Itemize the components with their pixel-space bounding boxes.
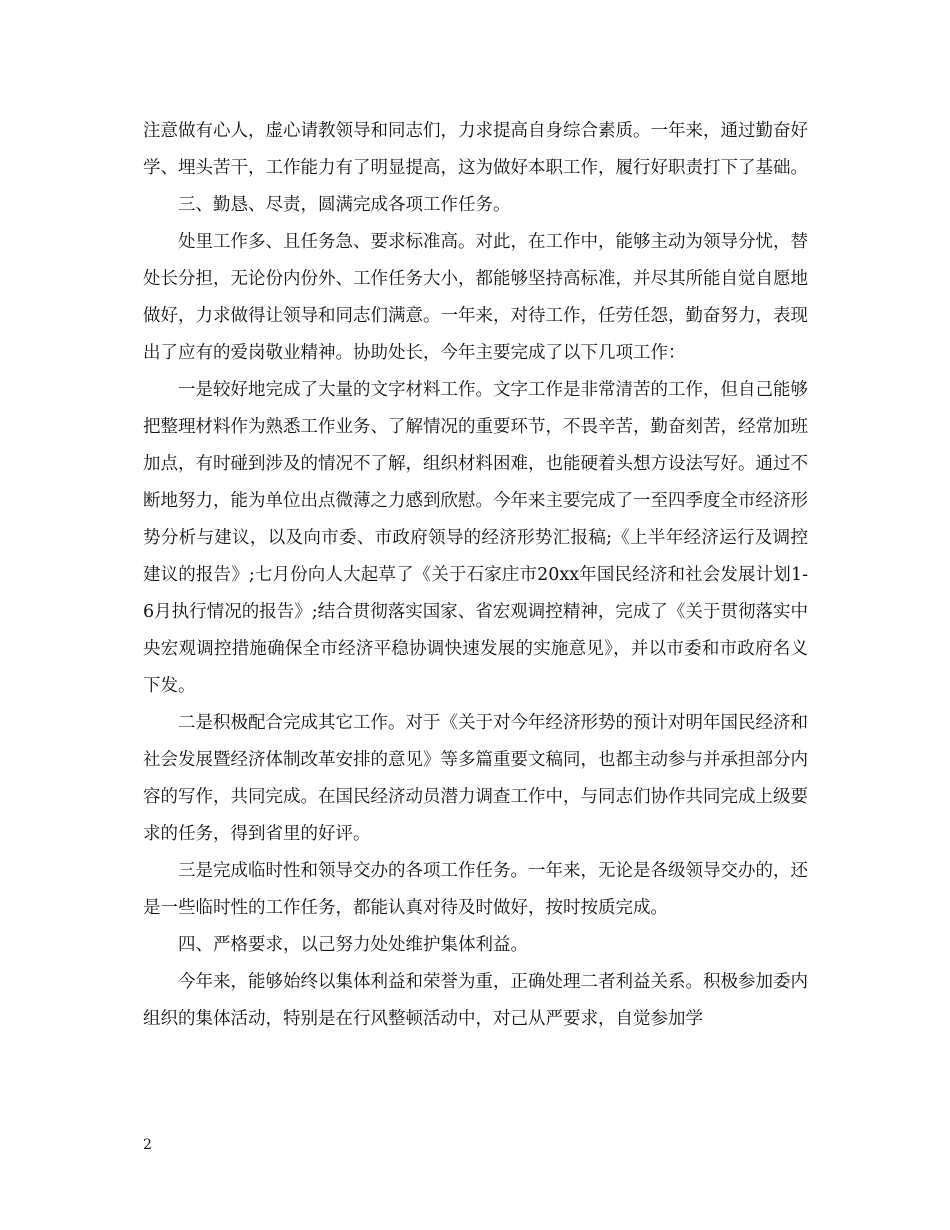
paragraph-1: 注意做有心人，虚心请教领导和同志们，力求提高自身综合素质。一年来，通过勤奋好学、埋头苦干，工作能力有了明显提高，这为做好本职工作，履行好职责打下了基础。 [143,121,808,178]
section-heading-3: 三、勤恳、尽责，圆满完成各项工作任务。 [178,195,511,215]
paragraph-3: 处里工作多、且任务急、要求标准高。对此，在工作中，能够主动为领导分忧，替处长分担，无论份内份外、工作任务大小，都能够坚持高标准，并尽其所能自觉自愿地做好，力求做得让领导和同志们满意。一年来，对待工作，任劳任怨，勤奋努力，表现出了应有的爱岗敬业精神。协助处长，今年主要完成了以下几项工作： [143,232,808,363]
paragraph-4: 一是较好地完成了大量的文字材料工作。文字工作是非常清苦的工作，但自己能够把整理材料作为熟悉工作业务、了解情况的重要环节，不畏辛苦，勤奋刻苦，经常加班加点，有时碰到涉及的情况不了解，组织材料困难，也能硬着头想方设法写好。通过不断地努力，能为单位出点微薄之力感到欣慰。今年来主要完成了一至四季度全市经济形势分析与建议，以及向市委、市政府领导的经济形势汇报稿;《上半年经济运行及调控建议的报告》;七月份向人大起草了《关于石家庄市20xx年国民经济和社会发展计划1-6月执行情况的报告》;结合贯彻落实国家、省宏观调控精神，完成了《关于贯彻落实中央宏观调控措施确保全市经济平稳协调快速发展的实施意见》，并以市委和市政府名义下发。 [143,380,808,696]
page-number: 2 [143,1137,152,1153]
paragraph-8: 今年来，能够始终以集体利益和荣誉为重，正确处理二者利益关系。积极参加委内组织的集体活动，特别是在行风整顿活动中，对己从严要求，自觉参加学 [143,972,808,1029]
paragraph-6: 三是完成临时性和领导交办的各项工作任务。一年来，无论是各级领导交办的，还是一些临时性的工作任务，都能认真对待及时做好，按时按质完成。 [143,861,808,918]
document-body [143,113,808,1038]
section-heading-4: 四、严格要求，以己努力处处维护集体利益。 [178,935,528,955]
paragraph-5: 二是积极配合完成其它工作。对于《关于对今年经济形势的预计对明年国民经济和社会发展暨经济体制改革安排的意见》等多篇重要文稿同，也都主动参与并承担部分内容的写作，共同完成。在国民经济动员潜力调查工作中，与同志们协作共同完成上级要求的任务，得到省里的好评。 [143,713,808,844]
